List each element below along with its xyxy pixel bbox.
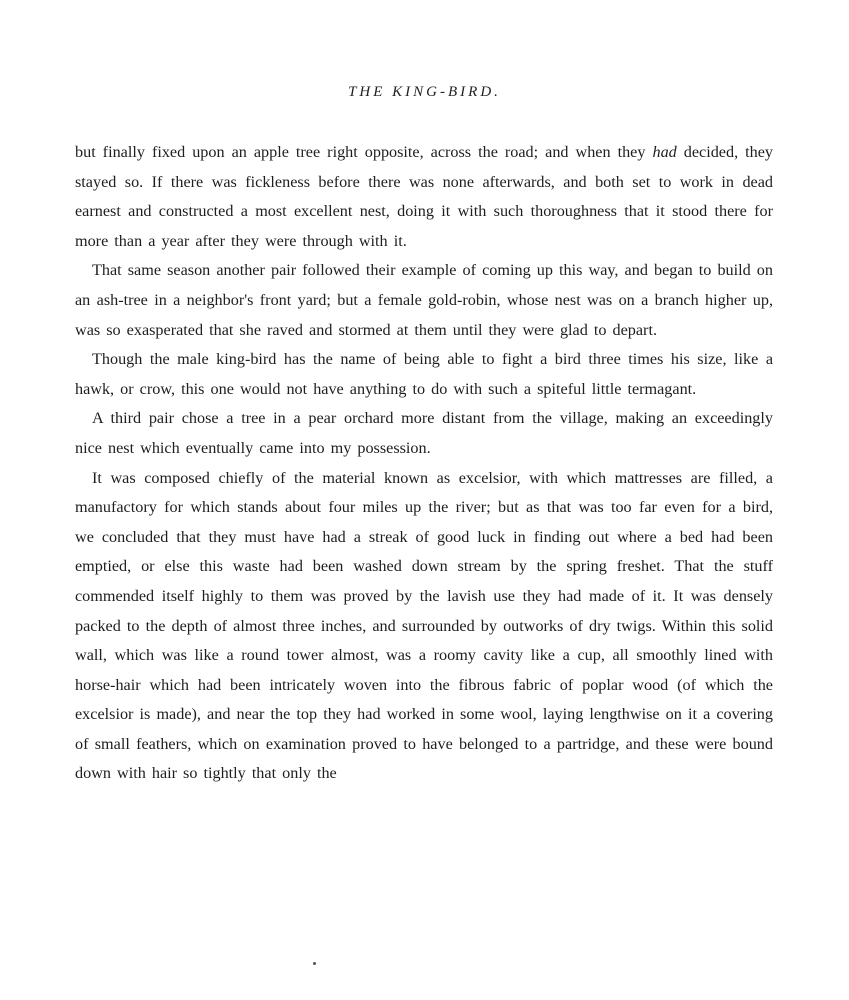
- paragraph-5: It was composed chiefly of the material known as excelsior, with which mattresses are filled, a manufactory for which stands about four miles up the river; but as that was too far even for a bird, we concluded that they must have had a streak of good luck in finding out where a bed had been emptied, or else this waste had been washed down stream by the spring freshet. That the stuff commended itself highly to them was proved by the lavish use they had made of it. It was densely packed to the depth of almost three inches, and surrounded by outworks of dry twigs. Within this solid wall, which was like a round tower almost, was a roomy cavity like a cup, all smoothly lined with horse-hair which had been intricately woven into the fibrous fabric of poplar wood (of which the excelsior is made), and near the top they had worked in some wool, laying lengthwise on it a covering of small feathers, which on examination proved to have belonged to a partridge, and these were bound down with hair so tightly that only the: [75, 468, 773, 783]
- paragraph-1-emphasis: had: [652, 143, 677, 161]
- paragraph-1-after: decided, they stayed so. If there was fickleness before there was none afterwards, and both set to work in dead earnest and constructed a most excellent nest, doing it with such thoroughness that it stood there for more than a year after they were through with it.: [75, 143, 774, 250]
- running-title: THE KING-BIRD.: [348, 84, 501, 100]
- paragraph-3: Though the male king-bird has the name of being able to fight a bird three times his size, like a hawk, or crow, this one would not have anything to do with such a spiteful little termagant.: [75, 350, 773, 398]
- print-speck: [313, 962, 316, 965]
- paragraph-1: [75, 138, 773, 256]
- paragraph-4: A third pair chose a tree in a pear orchard more distant from the village, making an exceedingly nice nest which eventually came into my possession.: [75, 409, 773, 457]
- paragraph-2: That same season another pair followed their example of coming up this way, and began to build on an ash-tree in a neighbor's front yard; but a female gold-robin, whose nest was on a branch higher up, was so exasperated that she raved and stormed at them until they were glad to depart.: [75, 261, 773, 339]
- body-text: [75, 138, 773, 789]
- paragraph-1-before: but finally fixed upon an apple tree right opposite, across the road; and when they: [75, 143, 653, 161]
